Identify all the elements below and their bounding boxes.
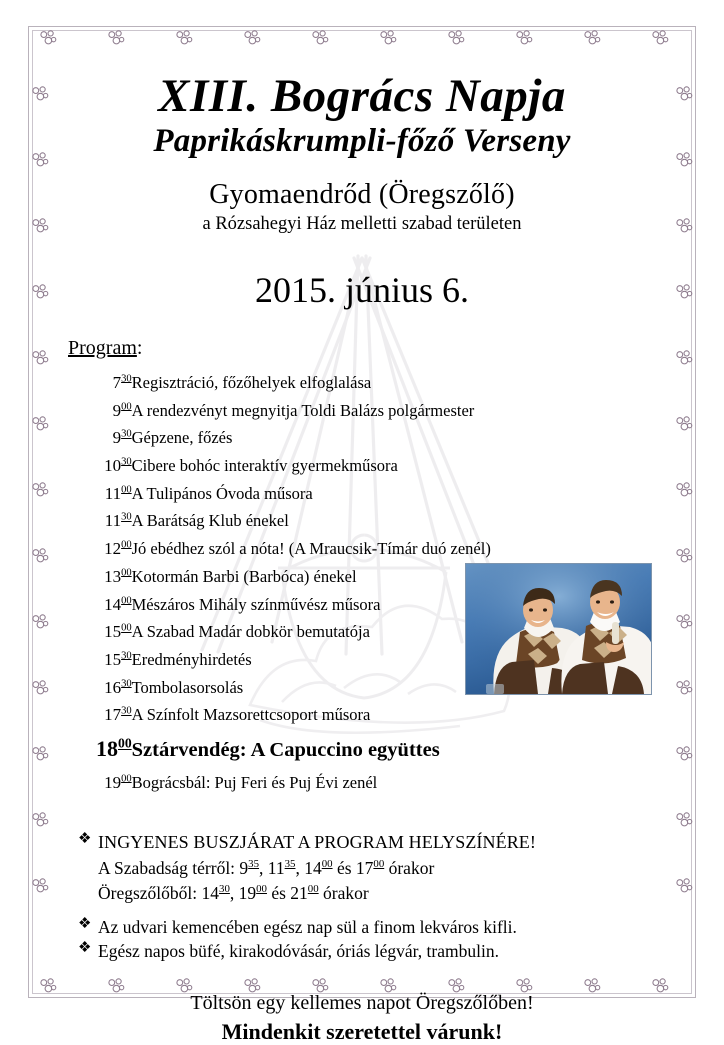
program-time-minutes: 00 bbox=[118, 735, 132, 751]
program-description: Kotormán Barbi (Barbóca) énekel bbox=[131, 566, 357, 586]
program-schedule-table bbox=[96, 369, 491, 797]
program-row bbox=[96, 452, 491, 480]
program-row bbox=[96, 618, 491, 646]
venue-city: Gyomaendrőd (Öregszőlő) bbox=[209, 178, 515, 210]
program-heading bbox=[68, 337, 724, 360]
program-row bbox=[96, 646, 491, 674]
closing-line-1: Töltsön egy kellemes napot Öregszőlőben! bbox=[190, 992, 534, 1015]
program-time-minutes: 00 bbox=[121, 400, 132, 412]
program-time-hour: 11 bbox=[104, 511, 122, 531]
program-row bbox=[96, 563, 491, 591]
program-row bbox=[96, 769, 491, 797]
page-title: XIII. Bogrács Napja bbox=[158, 70, 566, 122]
program-description: Jó ebédhez szól a nóta! (A Mraucsik-Tímár duó zenél) bbox=[131, 539, 491, 559]
bus-time-separator: , bbox=[229, 882, 239, 903]
note-kemence-text: Az udvari kemencében egész nap sül a finom lekváros kifli. bbox=[98, 916, 517, 937]
program-time bbox=[96, 646, 132, 674]
program-row bbox=[96, 535, 491, 563]
program-row bbox=[96, 369, 491, 397]
bus-time-minutes: 00 bbox=[256, 882, 267, 895]
bus-time-hour: 11 bbox=[267, 857, 285, 878]
bus-time-hour: 17 bbox=[355, 857, 374, 878]
program-row bbox=[96, 729, 491, 768]
note-kemence bbox=[78, 915, 724, 940]
bus-time-hour: 21 bbox=[290, 882, 308, 903]
program-heading-colon: : bbox=[136, 336, 143, 359]
bus-time-separator: és bbox=[266, 882, 291, 903]
program-description: Eredményhirdetés bbox=[131, 650, 252, 669]
program-time-hour: 9 bbox=[112, 400, 122, 420]
program-row bbox=[96, 480, 491, 508]
program-time-minutes: 30 bbox=[121, 705, 132, 717]
notes-section bbox=[0, 830, 724, 964]
program-time bbox=[96, 480, 132, 508]
notes-spacer bbox=[78, 906, 724, 915]
bus-time-separator: , bbox=[259, 857, 268, 878]
note-bufe bbox=[78, 939, 724, 964]
program-time-minutes: 00 bbox=[121, 484, 132, 496]
bus-time-minutes: 30 bbox=[219, 882, 230, 895]
program-time bbox=[96, 591, 132, 619]
closing-block bbox=[0, 992, 724, 1045]
program-time bbox=[96, 452, 132, 480]
program-time-hour: 16 bbox=[104, 677, 122, 697]
program-time-hour: 19 bbox=[104, 772, 122, 792]
page-subtitle: Paprikáskrumpli-főző Verseny bbox=[153, 122, 571, 159]
program-time-hour: 18 bbox=[96, 736, 118, 762]
program-time bbox=[96, 369, 132, 397]
bus-time-minutes: 00 bbox=[307, 882, 319, 895]
program-time-minutes: 30 bbox=[121, 373, 132, 385]
program-time-hour: 11 bbox=[104, 483, 122, 503]
program-time-minutes: 00 bbox=[121, 567, 132, 579]
program-row bbox=[96, 397, 491, 425]
program-time-hour: 9 bbox=[112, 428, 122, 448]
bus-time-separator: , bbox=[295, 857, 305, 878]
bus-return-times bbox=[202, 883, 323, 903]
program-description: A rendezvényt megnyitja Toldi Balázs polgármester bbox=[131, 400, 475, 420]
program-row bbox=[96, 424, 491, 452]
program-time-minutes: 30 bbox=[121, 456, 132, 468]
program-row bbox=[96, 507, 491, 535]
note-bufe-text: Egész napos büfé, kirakodóvásár, óriás légvár, trambulin. bbox=[98, 941, 499, 962]
bus-outbound-times bbox=[239, 858, 388, 878]
clover-bullet-icon: ❖ bbox=[78, 831, 92, 848]
bus-time-minutes: 00 bbox=[373, 858, 385, 871]
bus-time-hour: 19 bbox=[238, 882, 257, 903]
program-time bbox=[96, 618, 132, 646]
bus-return-label: Öregszőlőből: bbox=[98, 882, 202, 903]
program-time-minutes: 30 bbox=[121, 511, 132, 523]
program-time-hour: 15 bbox=[104, 650, 122, 669]
program-time-minutes: 30 bbox=[121, 678, 132, 690]
bus-outbound-line bbox=[78, 856, 724, 881]
bus-time-hour: 9 bbox=[239, 857, 249, 878]
program-time bbox=[96, 397, 132, 425]
clover-bullet-icon: ❖ bbox=[78, 940, 92, 957]
program-time-minutes: 00 bbox=[121, 594, 132, 606]
bus-time-minutes: 35 bbox=[248, 858, 260, 871]
program-description: Regisztráció, főzőhelyek elfoglalása bbox=[131, 372, 372, 392]
bus-heading-text: INGYENES BUSZJÁRAT A PROGRAM HELYSZÍNÉRE! bbox=[98, 832, 536, 853]
closing-line-2: Mindenkit szeretettel várunk! bbox=[221, 1019, 503, 1045]
program-time-minutes: 00 bbox=[121, 772, 132, 784]
program-description: Gépzene, főzés bbox=[131, 428, 233, 448]
event-date: 2015. június 6. bbox=[254, 269, 469, 310]
program-time bbox=[96, 701, 132, 729]
program-row bbox=[96, 674, 491, 702]
program-time-minutes: 30 bbox=[121, 650, 132, 662]
program-time bbox=[96, 507, 132, 535]
bus-time-separator: és bbox=[332, 857, 356, 878]
program-description: Cibere bohóc interaktív gyermekműsora bbox=[131, 455, 398, 475]
program-time-hour: 13 bbox=[104, 566, 122, 586]
program-description: Bográcsbál: Puj Feri és Puj Évi zenél bbox=[131, 772, 378, 792]
program-row bbox=[96, 591, 491, 619]
bus-outbound-suffix: órakor bbox=[388, 857, 435, 878]
program-time-hour: 14 bbox=[104, 594, 122, 614]
bus-heading-line bbox=[78, 830, 724, 856]
program-row bbox=[96, 701, 491, 729]
title-block bbox=[0, 0, 724, 235]
bus-time-minutes: 35 bbox=[284, 858, 296, 871]
venue-detail: a Rózsahegyi Ház melletti szabad területen bbox=[202, 213, 522, 234]
program-time bbox=[96, 563, 132, 591]
bus-time-hour: 14 bbox=[201, 882, 220, 903]
program-time-hour: 7 bbox=[112, 372, 122, 392]
bus-time-hour: 14 bbox=[304, 857, 322, 878]
clover-bullet-icon: ❖ bbox=[78, 915, 92, 932]
program-time-hour: 17 bbox=[104, 705, 122, 725]
program-time bbox=[96, 424, 132, 452]
program-time-hour: 10 bbox=[104, 455, 122, 475]
program-description: Sztárvendég: A Capuccino együttes bbox=[131, 739, 440, 762]
program-description: A Tulipános Óvoda műsora bbox=[131, 483, 313, 503]
program-time bbox=[96, 674, 132, 702]
bus-time-minutes: 00 bbox=[321, 858, 333, 871]
program-time-minutes: 00 bbox=[121, 539, 132, 551]
program-description: Mészáros Mihály színművész műsora bbox=[131, 594, 381, 614]
program-time-hour: 15 bbox=[104, 622, 122, 642]
program-heading-text: Program bbox=[68, 336, 137, 359]
program-time-minutes: 00 bbox=[121, 622, 132, 634]
program-time bbox=[96, 535, 132, 563]
program-time bbox=[96, 769, 132, 797]
program-description: A Szabad Madár dobkör bemutatója bbox=[131, 622, 370, 642]
program-time bbox=[96, 729, 132, 768]
program-time-hour: 12 bbox=[104, 539, 122, 559]
bus-return-line bbox=[78, 881, 724, 906]
capuccino-band-photo bbox=[465, 563, 652, 695]
program-time-minutes: 30 bbox=[121, 428, 132, 440]
bus-return-suffix: órakor bbox=[323, 882, 369, 903]
program-description: A Barátság Klub énekel bbox=[131, 511, 289, 531]
program-description: A Színfolt Mazsorettcsoport műsora bbox=[131, 705, 371, 725]
bus-outbound-label: A Szabadság térről: bbox=[98, 857, 240, 878]
program-description: Tombolasorsolás bbox=[131, 677, 244, 697]
